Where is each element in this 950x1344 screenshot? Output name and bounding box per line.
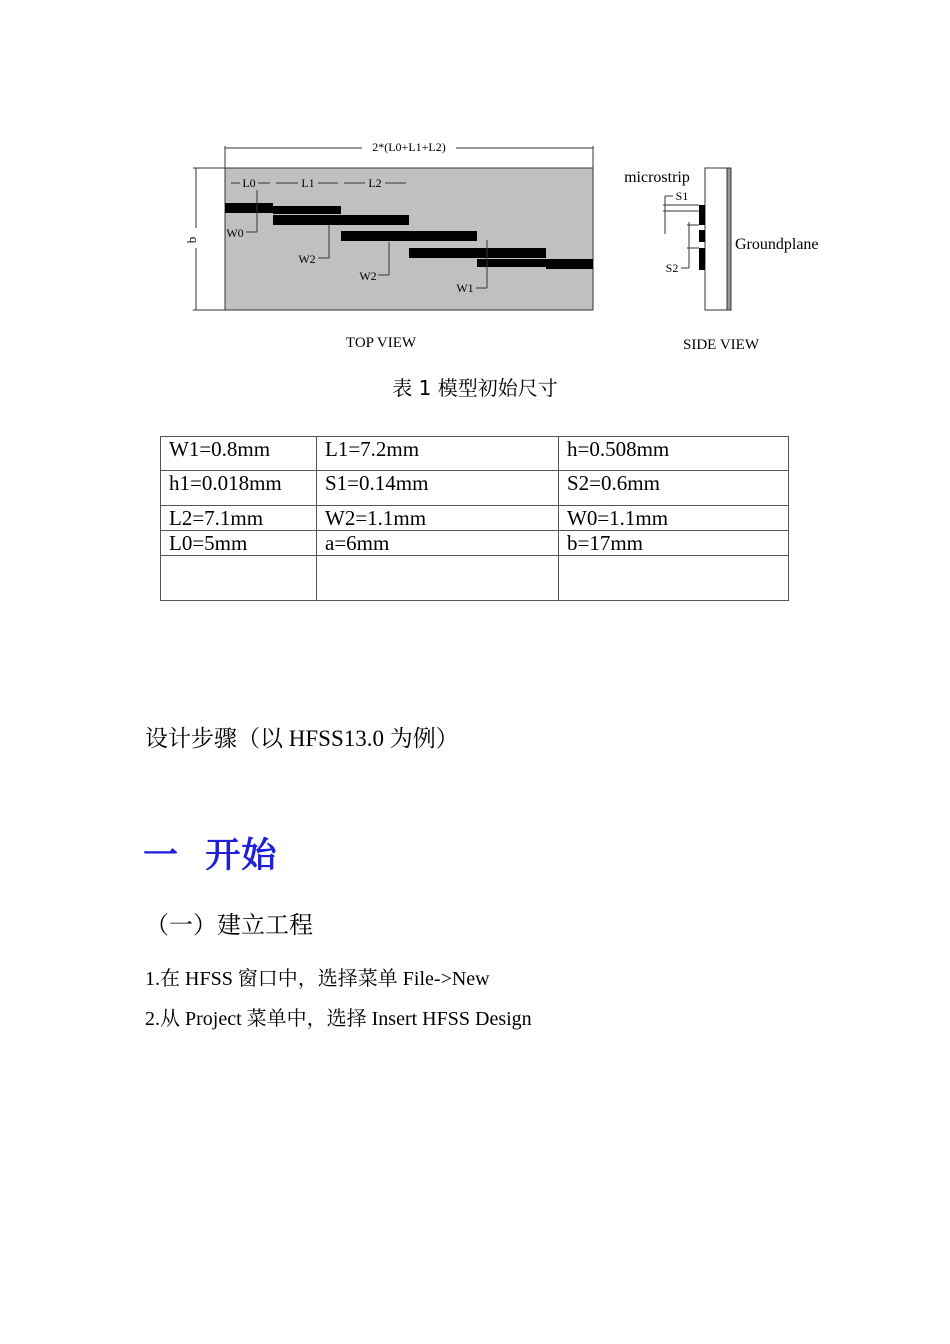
- label-S1: S1: [675, 189, 689, 203]
- table-caption: 表 1 模型初始尺寸: [392, 376, 558, 400]
- table-row: [161, 471, 789, 506]
- side-view-label: SIDE VIEW: [683, 337, 759, 353]
- groundplane-layer: [727, 168, 731, 310]
- label-W2-second: W2: [359, 269, 377, 283]
- label-L2: L2: [368, 176, 382, 190]
- paragraph-step-2: 2.从 Project 菜单中，选择 Insert HFSS Design: [145, 1008, 532, 1030]
- table-cell: h1=0.018mm: [161, 471, 317, 506]
- label-W0: W0: [226, 226, 244, 240]
- antenna-figure: [0, 0, 950, 365]
- table-cell: W1=0.8mm: [161, 437, 317, 471]
- table-cell: a=6mm: [317, 531, 559, 556]
- table-cell: [317, 556, 559, 601]
- table-cell: [161, 556, 317, 601]
- table-row: [161, 437, 789, 471]
- dimension-top-label: 2*(L0+L1+L2): [372, 140, 446, 154]
- table-cell: S2=0.6mm: [559, 471, 789, 506]
- table-cell: b=17mm: [559, 531, 789, 556]
- table-row: [161, 506, 789, 531]
- label-b: b: [184, 236, 199, 244]
- label-L1: L1: [301, 176, 315, 190]
- table-row: [161, 531, 789, 556]
- side-view-strips: [699, 205, 705, 270]
- subsection-heading: （一）建立工程: [145, 913, 313, 939]
- table-cell: h=0.508mm: [559, 437, 789, 471]
- table-cell: W2=1.1mm: [317, 506, 559, 531]
- substrate-side-view: [705, 168, 727, 310]
- table-row: [161, 556, 789, 601]
- table-cell: S1=0.14mm: [317, 471, 559, 506]
- label-W1: W1: [456, 281, 474, 295]
- microstrip-label: microstrip: [624, 169, 690, 186]
- groundplane-label: Groundplane: [735, 236, 819, 253]
- side-view-dimension-lines: [663, 196, 699, 268]
- table-cell: L1=7.2mm: [317, 437, 559, 471]
- table-cell: L0=5mm: [161, 531, 317, 556]
- label-S2: S2: [665, 261, 679, 275]
- dimensions-table: [160, 436, 789, 601]
- paragraph-step-1: 1.在 HFSS 窗口中，选择菜单 File->New: [145, 968, 490, 990]
- top-view-label: TOP VIEW: [345, 335, 417, 351]
- section-heading: 一 开始: [143, 836, 278, 876]
- table-cell: [559, 556, 789, 601]
- design-steps-title: 设计步骤（以 HFSS13.0 为例）: [145, 726, 459, 751]
- table-cell: L2=7.1mm: [161, 506, 317, 531]
- label-W2-first: W2: [298, 252, 316, 266]
- label-L0: L0: [242, 176, 256, 190]
- table-cell: W0=1.1mm: [559, 506, 789, 531]
